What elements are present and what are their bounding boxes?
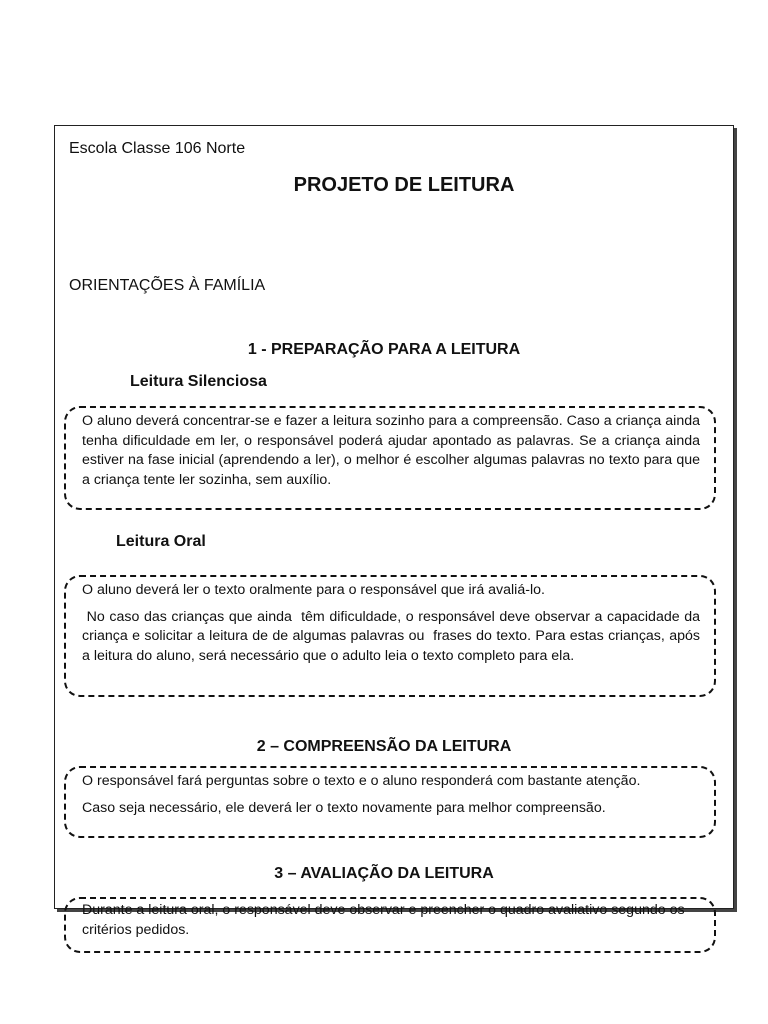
comprehension-text-2: Caso seja necessário, ele deverá ler o texto novamente para melhor compreensão. [82, 799, 606, 816]
section-heading-preparation: 1 - PREPARAÇÃO PARA A LEITURA [247, 341, 521, 358]
oral-reading-box [64, 575, 716, 697]
section-heading-evaluation: 3 – AVALIAÇÃO DA LEITURA [274, 865, 494, 882]
oral-reading-text-2: No caso das crianças que ainda têm dificuldade, o responsável deve observar a capacidade da criança e solicitar a leitura de de algumas palavras ou frases do texto. Para estas crianças, após a leitura do aluno, será necessário que o adulto leia o texto completo para ela. [82, 608, 704, 664]
oral-reading-text-1: O aluno deverá ler o texto oralmente para o responsável que irá avaliá-lo. [82, 582, 545, 598]
school-name: Escola Classe 106 Norte [69, 140, 246, 157]
page-title: PROJETO DE LEITURA [293, 174, 515, 196]
family-guidelines-heading: ORIENTAÇÕES À FAMÍLIA [69, 277, 266, 294]
comprehension-box [64, 766, 716, 838]
silent-reading-box [64, 406, 716, 510]
evaluation-box [64, 897, 716, 953]
subheading-oral-reading: Leitura Oral [116, 533, 206, 550]
comprehension-text-1: O responsável fará perguntas sobre o texto e o aluno responderá com bastante atenção. [82, 773, 641, 789]
evaluation-text: Durante a leitura oral, o responsável deve observar e preencher o quadro avaliativo segundo os critérios pedidos. [82, 902, 685, 938]
silent-reading-text: O aluno deverá concentrar-se e fazer a leitura sozinho para a compreensão. Caso a criança ainda tenha dificuldade em ler, o responsável poderá ajudar apontado as palavras. Se a criança ainda estiver na fase inicial (aprendendo a ler), o melhor é escolher algumas palavras no texto para que a criança tente ler sozinha, sem auxílio. [82, 413, 700, 488]
section-heading-comprehension: 2 – COMPREENSÃO DA LEITURA [256, 738, 512, 755]
subheading-silent-reading: Leitura Silenciosa [130, 373, 267, 390]
